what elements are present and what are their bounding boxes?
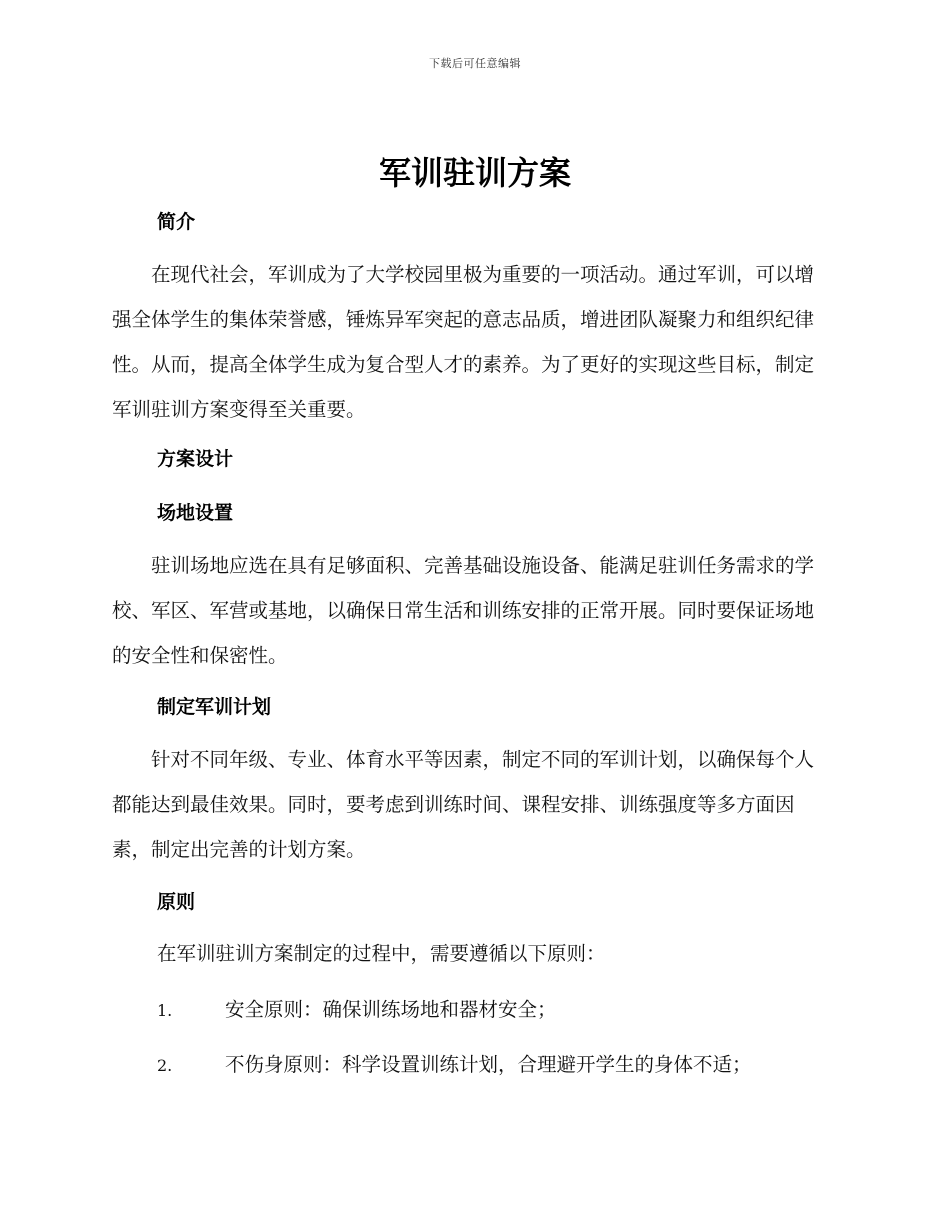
header-note: 下载后可任意编辑 bbox=[429, 57, 521, 70]
section-heading-site: 场地设置 bbox=[157, 502, 234, 524]
intro-paragraph: 在现代社会，军训成为了大学校园里极为重要的一项活动。通过军训，可以增强全体学生的集体荣誉感，锤炼异军突起的意志品质，增进团队凝聚力和组织纪律性。从而，提高全体学生成为复合型人才的素养。为了更好的实现这些目标，制定军训驻训方案变得至关重要。 bbox=[112, 263, 815, 421]
plan-paragraph: 针对不同年级、专业、体育水平等因素，制定不同的军训计划，以确保每个人都能达到最佳效果。同时，要考虑到训练时间、课程安排、训练强度等多方面因素，制定出完善的计划方案。 bbox=[112, 748, 815, 861]
section-heading-intro: 简介 bbox=[157, 211, 196, 233]
section-heading-plan: 制定军训计划 bbox=[157, 696, 272, 718]
principles-intro: 在军训驻训方案制定的过程中，需要遵循以下原则： bbox=[157, 942, 606, 965]
list-item-text: 安全原则：确保训练场地和器材安全； bbox=[225, 998, 557, 1021]
list-item-number: 1. bbox=[157, 1001, 173, 1020]
document-title: 军训驻训方案 bbox=[378, 154, 571, 192]
list-item bbox=[157, 1042, 752, 1088]
site-paragraph: 驻训场地应选在具有足够面积、完善基础设施设备、能满足驻训任务需求的学校、军区、军营或基地，以确保日常生活和训练安排的正常开展。同时要保证场地的安全性和保密性。 bbox=[112, 554, 815, 667]
section-heading-principles: 原则 bbox=[157, 891, 196, 913]
section-heading-design: 方案设计 bbox=[157, 448, 234, 470]
list-item-text: 不伤身原则：科学设置训练计划，合理避开学生的身体不适； bbox=[225, 1053, 752, 1076]
list-item-number: 2. bbox=[157, 1056, 173, 1075]
list-item bbox=[157, 987, 557, 1033]
